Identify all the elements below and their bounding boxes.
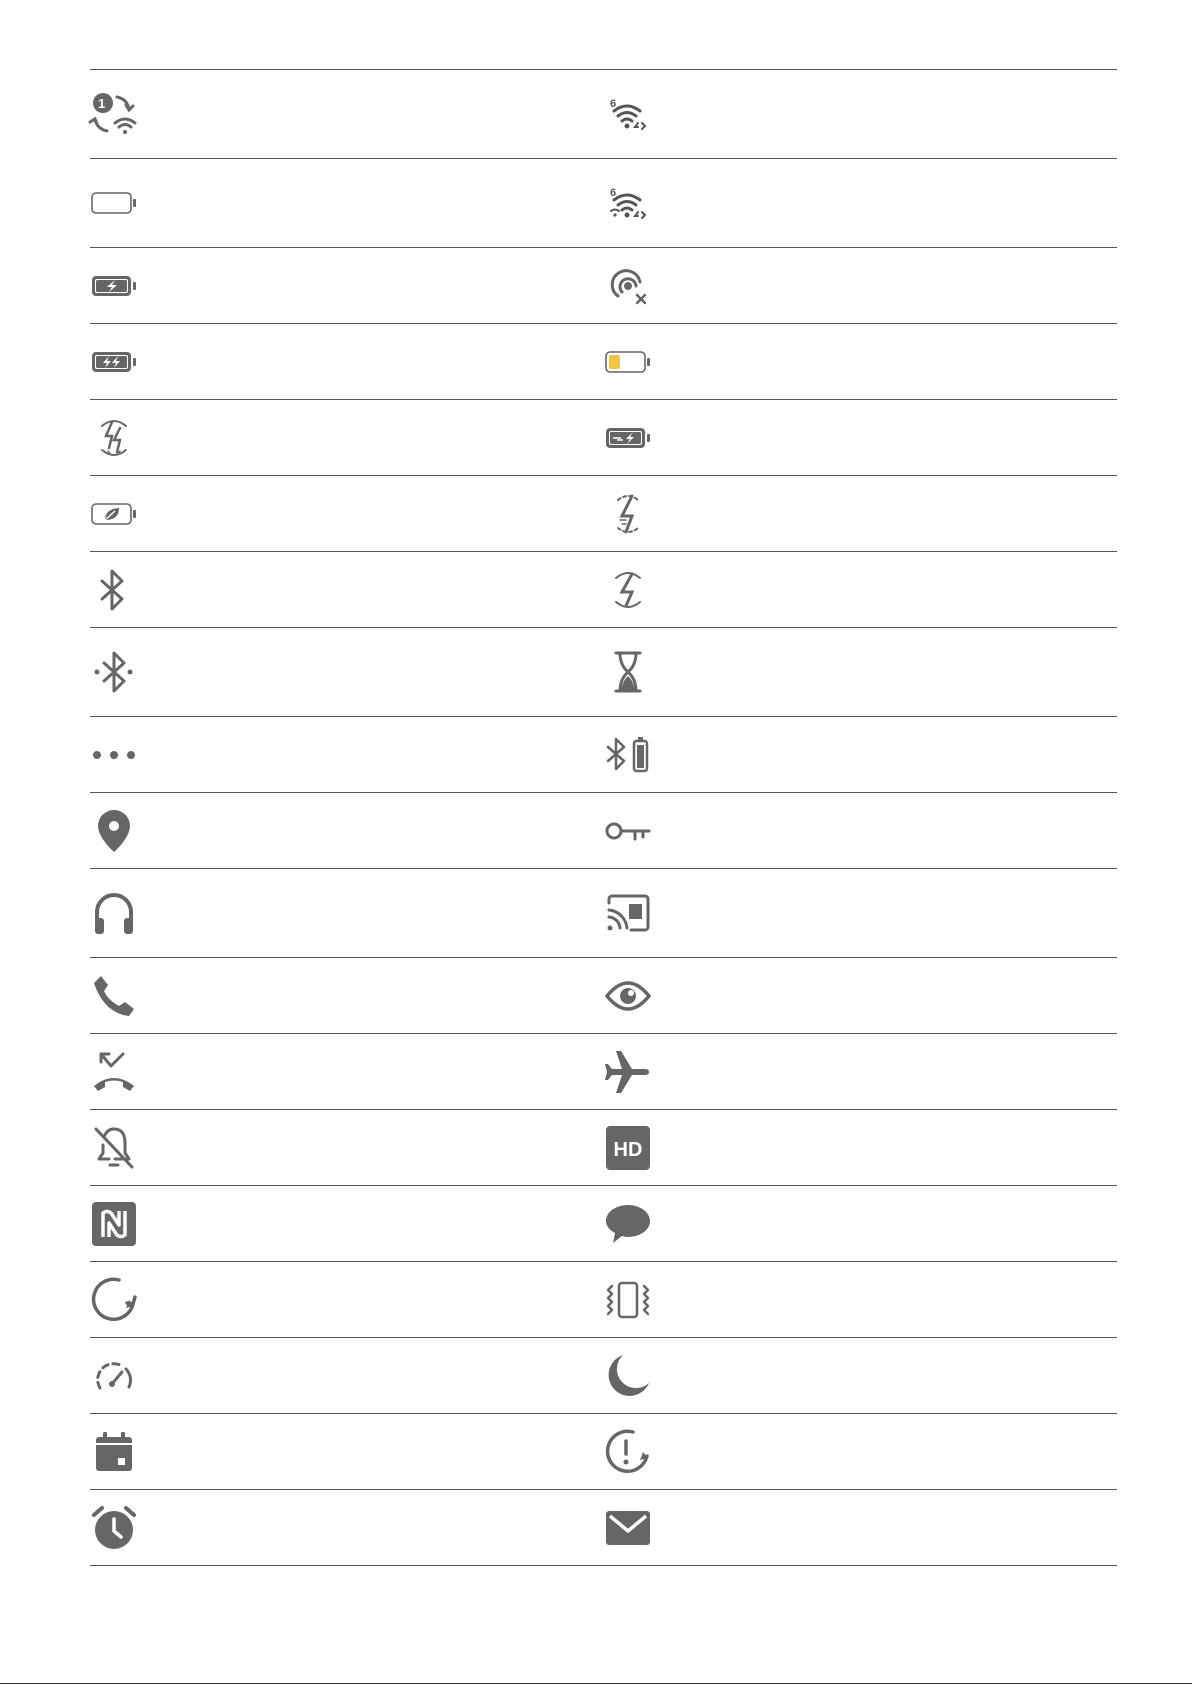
table-row xyxy=(90,1034,1117,1110)
table-row xyxy=(90,552,1117,628)
wireless-fast-charging-icon xyxy=(604,476,652,551)
page-bottom-rule xyxy=(0,1683,1192,1684)
table-row xyxy=(90,793,1117,869)
table-row xyxy=(90,869,1117,958)
location-icon xyxy=(90,793,138,868)
new-message-icon xyxy=(604,1186,652,1261)
wireless-super-charging-icon xyxy=(90,400,138,475)
headset-icon xyxy=(90,869,138,957)
nfc-icon xyxy=(90,1186,138,1261)
screen-cast-icon xyxy=(604,869,652,957)
table-row xyxy=(90,1338,1117,1414)
hourglass-icon xyxy=(604,628,652,716)
alarm-icon xyxy=(90,1490,138,1565)
table-row xyxy=(90,958,1117,1034)
battery-super-charging-icon xyxy=(90,324,138,399)
battery-fast-charging-icon xyxy=(604,400,652,475)
battery-empty-icon xyxy=(90,159,138,247)
bluetooth-icon xyxy=(90,552,138,627)
table-row xyxy=(90,1262,1117,1338)
svg-text:6: 6 xyxy=(610,187,617,199)
new-email-icon xyxy=(604,1490,652,1565)
table-row xyxy=(90,324,1117,400)
table-row xyxy=(90,400,1117,476)
table-row xyxy=(90,628,1117,717)
table-row xyxy=(90,70,1117,159)
bluetooth-device-battery-icon xyxy=(604,717,652,792)
table-row xyxy=(90,1186,1117,1262)
vibration-mode-icon xyxy=(604,1262,652,1337)
table-row xyxy=(90,159,1117,248)
table-row xyxy=(90,248,1117,324)
silent-mode-icon xyxy=(90,1110,138,1185)
bluetooth-connected-icon xyxy=(90,628,138,716)
vpn-key-icon xyxy=(604,793,652,868)
calendar-event-icon xyxy=(90,1414,138,1489)
wifi-6-plus-icon xyxy=(604,159,652,247)
table-row xyxy=(90,1110,1117,1186)
battery-low-icon xyxy=(604,324,652,399)
call-in-progress-icon xyxy=(90,958,138,1033)
battery-power-saving-icon xyxy=(90,476,138,551)
airplane-mode-icon xyxy=(604,1034,652,1109)
battery-charging-icon xyxy=(90,248,138,323)
svg-text:1: 1 xyxy=(98,96,106,111)
table-row xyxy=(90,717,1117,793)
wireless-charging-icon xyxy=(604,552,652,627)
hotspot-disconnected-icon xyxy=(604,248,652,323)
sync-failed-icon xyxy=(604,1414,652,1489)
hd-voice-icon xyxy=(604,1110,652,1185)
table-row xyxy=(90,1414,1117,1490)
table-row xyxy=(90,1490,1117,1566)
dual-sim-wifi-calling-icon xyxy=(90,70,138,158)
do-not-disturb-icon xyxy=(604,1338,652,1413)
missed-call-icon xyxy=(90,1034,138,1109)
syncing-icon xyxy=(90,1262,138,1337)
performance-mode-icon xyxy=(90,1338,138,1413)
svg-text:6: 6 xyxy=(610,98,617,110)
wifi-6-data-icon xyxy=(604,70,652,158)
more-notifications-icon xyxy=(90,717,138,792)
icon-table xyxy=(90,69,1117,1566)
svg-text:HD: HD xyxy=(613,1138,643,1161)
eye-comfort-icon xyxy=(604,958,652,1033)
table-row xyxy=(90,476,1117,552)
